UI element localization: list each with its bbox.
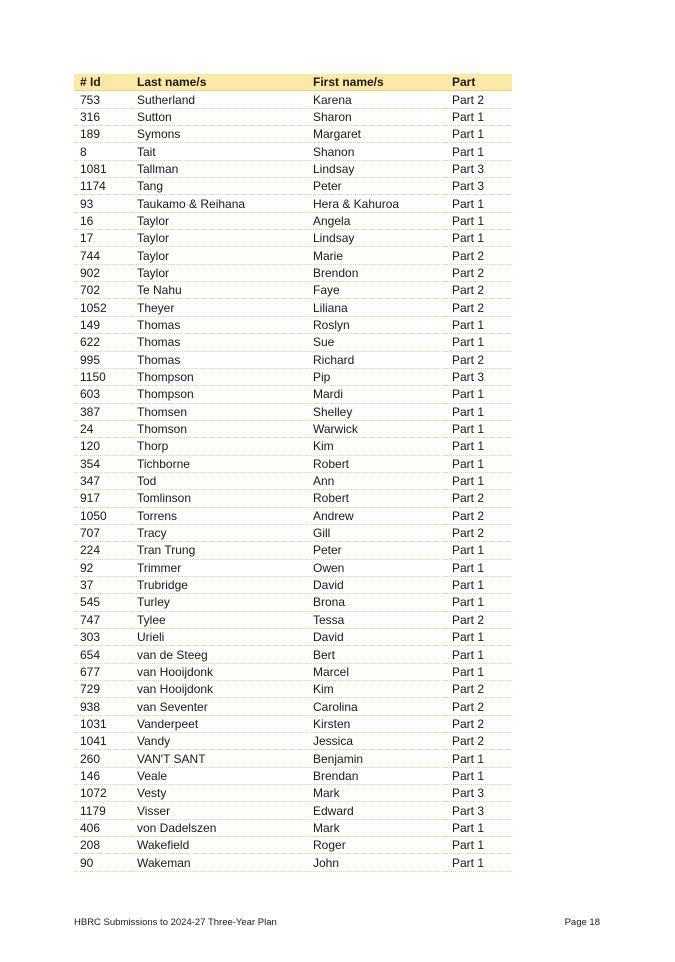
cell-first-name: Mardi — [307, 386, 446, 403]
cell-id: 120 — [74, 438, 131, 455]
table-row — [74, 178, 512, 195]
cell-first-name: Karena — [307, 91, 446, 108]
cell-part: Part 1 — [446, 126, 512, 143]
cell-part: Part 2 — [446, 282, 512, 299]
table-row — [74, 559, 512, 576]
cell-part: Part 3 — [446, 368, 512, 385]
cell-id: 224 — [74, 542, 131, 559]
cell-first-name: Roger — [307, 837, 446, 854]
cell-last-name: van Hooijdonk — [131, 681, 307, 698]
cell-id: 354 — [74, 455, 131, 472]
cell-id: 16 — [74, 212, 131, 229]
cell-last-name: van Seventer — [131, 698, 307, 715]
cell-last-name: Tod — [131, 472, 307, 489]
table-row — [74, 386, 512, 403]
cell-first-name: David — [307, 576, 446, 593]
cell-part: Part 1 — [446, 594, 512, 611]
cell-first-name: Margaret — [307, 126, 446, 143]
cell-first-name: Roslyn — [307, 316, 446, 333]
table-row — [74, 160, 512, 177]
table-row — [74, 91, 512, 108]
cell-first-name: Peter — [307, 542, 446, 559]
cell-first-name: Benjamin — [307, 750, 446, 767]
cell-part: Part 2 — [446, 490, 512, 507]
cell-part: Part 2 — [446, 698, 512, 715]
table-body — [74, 91, 512, 871]
table-header — [74, 74, 512, 91]
cell-part: Part 1 — [446, 386, 512, 403]
table-row — [74, 264, 512, 281]
cell-last-name: Wakeman — [131, 854, 307, 871]
cell-id: 995 — [74, 351, 131, 368]
cell-last-name: van Hooijdonk — [131, 663, 307, 680]
cell-last-name: Urieli — [131, 629, 307, 646]
table-row — [74, 420, 512, 437]
table-row — [74, 542, 512, 559]
cell-first-name: Marie — [307, 247, 446, 264]
cell-first-name: Angela — [307, 212, 446, 229]
cell-id: 702 — [74, 282, 131, 299]
cell-id: 1031 — [74, 715, 131, 732]
column-header-first-name: First name/s — [307, 74, 446, 91]
cell-id: 622 — [74, 334, 131, 351]
cell-part: Part 1 — [446, 195, 512, 212]
cell-id: 92 — [74, 559, 131, 576]
cell-first-name: Bert — [307, 646, 446, 663]
cell-id: 654 — [74, 646, 131, 663]
cell-part: Part 1 — [446, 576, 512, 593]
cell-first-name: Ann — [307, 472, 446, 489]
table-row — [74, 299, 512, 316]
cell-part: Part 3 — [446, 802, 512, 819]
cell-last-name: Theyer — [131, 299, 307, 316]
cell-last-name: von Dadelszen — [131, 819, 307, 836]
cell-part: Part 1 — [446, 230, 512, 247]
cell-first-name: Tessa — [307, 611, 446, 628]
cell-last-name: Taylor — [131, 247, 307, 264]
cell-part: Part 3 — [446, 178, 512, 195]
cell-first-name: Shanon — [307, 143, 446, 160]
cell-part: Part 3 — [446, 160, 512, 177]
cell-id: 1179 — [74, 802, 131, 819]
cell-part: Part 1 — [446, 403, 512, 420]
cell-first-name: Sharon — [307, 108, 446, 125]
table-row — [74, 785, 512, 802]
cell-id: 24 — [74, 420, 131, 437]
cell-part: Part 1 — [446, 143, 512, 160]
cell-id: 1041 — [74, 733, 131, 750]
cell-last-name: Tylee — [131, 611, 307, 628]
cell-last-name: Tran Trung — [131, 542, 307, 559]
cell-part: Part 1 — [446, 629, 512, 646]
cell-last-name: Trimmer — [131, 559, 307, 576]
cell-part: Part 1 — [446, 854, 512, 871]
cell-first-name: Pip — [307, 368, 446, 385]
table-row — [74, 282, 512, 299]
table-row — [74, 524, 512, 541]
cell-part: Part 2 — [446, 351, 512, 368]
cell-last-name: Te Nahu — [131, 282, 307, 299]
cell-last-name: Tallman — [131, 160, 307, 177]
footer-page-number: Page 18 — [564, 917, 600, 928]
cell-id: 1081 — [74, 160, 131, 177]
table-row — [74, 126, 512, 143]
cell-id: 90 — [74, 854, 131, 871]
cell-part: Part 1 — [446, 663, 512, 680]
cell-id: 189 — [74, 126, 131, 143]
cell-id: 902 — [74, 264, 131, 281]
table-row — [74, 576, 512, 593]
cell-first-name: Brendan — [307, 767, 446, 784]
cell-part: Part 1 — [446, 750, 512, 767]
cell-last-name: Symons — [131, 126, 307, 143]
cell-first-name: Richard — [307, 351, 446, 368]
cell-first-name: Liliana — [307, 299, 446, 316]
cell-last-name: Torrens — [131, 507, 307, 524]
cell-first-name: Robert — [307, 455, 446, 472]
cell-first-name: Lindsay — [307, 160, 446, 177]
cell-last-name: Taylor — [131, 264, 307, 281]
cell-last-name: Thomson — [131, 420, 307, 437]
table-row — [74, 368, 512, 385]
cell-id: 303 — [74, 629, 131, 646]
cell-id: 208 — [74, 837, 131, 854]
cell-part: Part 1 — [446, 472, 512, 489]
table-row — [74, 750, 512, 767]
cell-id: 17 — [74, 230, 131, 247]
cell-part: Part 1 — [446, 212, 512, 229]
cell-first-name: Shelley — [307, 403, 446, 420]
cell-part: Part 1 — [446, 420, 512, 437]
column-header-part: Part — [446, 74, 512, 91]
cell-first-name: Faye — [307, 282, 446, 299]
cell-part: Part 2 — [446, 681, 512, 698]
cell-id: 729 — [74, 681, 131, 698]
cell-part: Part 2 — [446, 733, 512, 750]
table-row — [74, 351, 512, 368]
cell-last-name: Thomsen — [131, 403, 307, 420]
cell-id: 938 — [74, 698, 131, 715]
cell-part: Part 1 — [446, 316, 512, 333]
cell-last-name: Taukamo & Reihana — [131, 195, 307, 212]
table-row — [74, 490, 512, 507]
table-row — [74, 819, 512, 836]
cell-part: Part 1 — [446, 108, 512, 125]
cell-last-name: Thomas — [131, 316, 307, 333]
cell-last-name: Sutton — [131, 108, 307, 125]
cell-first-name: Sue — [307, 334, 446, 351]
cell-part: Part 2 — [446, 247, 512, 264]
cell-id: 1174 — [74, 178, 131, 195]
cell-last-name: VAN'T SANT — [131, 750, 307, 767]
cell-part: Part 1 — [446, 646, 512, 663]
table-row — [74, 733, 512, 750]
table-row — [74, 143, 512, 160]
table-row — [74, 212, 512, 229]
cell-last-name: Taylor — [131, 230, 307, 247]
cell-last-name: Wakefield — [131, 837, 307, 854]
table-row — [74, 195, 512, 212]
table-row — [74, 247, 512, 264]
cell-first-name: Owen — [307, 559, 446, 576]
cell-first-name: John — [307, 854, 446, 871]
cell-id: 149 — [74, 316, 131, 333]
cell-first-name: Gill — [307, 524, 446, 541]
table-row — [74, 698, 512, 715]
table-row — [74, 802, 512, 819]
cell-first-name: Hera & Kahuroa — [307, 195, 446, 212]
cell-part: Part 2 — [446, 299, 512, 316]
cell-last-name: Veale — [131, 767, 307, 784]
table-row — [74, 403, 512, 420]
cell-last-name: Vandy — [131, 733, 307, 750]
cell-first-name: Kim — [307, 438, 446, 455]
table-row — [74, 681, 512, 698]
cell-last-name: Vesty — [131, 785, 307, 802]
cell-first-name: Brona — [307, 594, 446, 611]
cell-last-name: Thorp — [131, 438, 307, 455]
cell-last-name: Sutherland — [131, 91, 307, 108]
table-row — [74, 108, 512, 125]
cell-last-name: Thomas — [131, 351, 307, 368]
cell-last-name: Visser — [131, 802, 307, 819]
cell-first-name: Mark — [307, 785, 446, 802]
cell-id: 260 — [74, 750, 131, 767]
cell-part: Part 3 — [446, 785, 512, 802]
cell-part: Part 2 — [446, 264, 512, 281]
table-row — [74, 767, 512, 784]
cell-id: 744 — [74, 247, 131, 264]
cell-part: Part 2 — [446, 524, 512, 541]
cell-id: 1052 — [74, 299, 131, 316]
cell-id: 707 — [74, 524, 131, 541]
table-row — [74, 663, 512, 680]
cell-id: 8 — [74, 143, 131, 160]
cell-part: Part 1 — [446, 837, 512, 854]
cell-part: Part 1 — [446, 455, 512, 472]
table-row — [74, 837, 512, 854]
cell-part: Part 2 — [446, 91, 512, 108]
cell-id: 316 — [74, 108, 131, 125]
table-row — [74, 507, 512, 524]
cell-id: 387 — [74, 403, 131, 420]
cell-first-name: Lindsay — [307, 230, 446, 247]
cell-last-name: Tomlinson — [131, 490, 307, 507]
cell-part: Part 1 — [446, 819, 512, 836]
table-row — [74, 472, 512, 489]
column-header-last-name: Last name/s — [131, 74, 307, 91]
cell-first-name: Peter — [307, 178, 446, 195]
table-row — [74, 230, 512, 247]
cell-id: 677 — [74, 663, 131, 680]
cell-id: 1072 — [74, 785, 131, 802]
cell-part: Part 2 — [446, 715, 512, 732]
cell-part: Part 1 — [446, 559, 512, 576]
table-row — [74, 334, 512, 351]
cell-first-name: Edward — [307, 802, 446, 819]
cell-part: Part 2 — [446, 611, 512, 628]
cell-first-name: Kim — [307, 681, 446, 698]
cell-id: 146 — [74, 767, 131, 784]
cell-id: 603 — [74, 386, 131, 403]
table-header-row — [74, 74, 512, 91]
cell-id: 93 — [74, 195, 131, 212]
table-row — [74, 629, 512, 646]
cell-id: 747 — [74, 611, 131, 628]
cell-part: Part 2 — [446, 507, 512, 524]
cell-last-name: Tracy — [131, 524, 307, 541]
cell-first-name: David — [307, 629, 446, 646]
cell-last-name: van de Steeg — [131, 646, 307, 663]
cell-last-name: Taylor — [131, 212, 307, 229]
table-row — [74, 854, 512, 871]
column-header-id: # Id — [74, 74, 131, 91]
cell-last-name: Tang — [131, 178, 307, 195]
cell-first-name: Brendon — [307, 264, 446, 281]
table-row — [74, 438, 512, 455]
cell-last-name: Thompson — [131, 386, 307, 403]
cell-last-name: Thomas — [131, 334, 307, 351]
table-row — [74, 646, 512, 663]
cell-last-name: Vanderpeet — [131, 715, 307, 732]
cell-id: 1150 — [74, 368, 131, 385]
cell-last-name: Tichborne — [131, 455, 307, 472]
cell-first-name: Kirsten — [307, 715, 446, 732]
cell-part: Part 1 — [446, 438, 512, 455]
table-row — [74, 594, 512, 611]
cell-first-name: Carolina — [307, 698, 446, 715]
cell-id: 1050 — [74, 507, 131, 524]
cell-last-name: Trubridge — [131, 576, 307, 593]
cell-id: 37 — [74, 576, 131, 593]
cell-first-name: Mark — [307, 819, 446, 836]
cell-first-name: Robert — [307, 490, 446, 507]
table-row — [74, 455, 512, 472]
cell-first-name: Warwick — [307, 420, 446, 437]
cell-id: 753 — [74, 91, 131, 108]
table-row — [74, 715, 512, 732]
cell-id: 406 — [74, 819, 131, 836]
cell-part: Part 1 — [446, 542, 512, 559]
table-row — [74, 316, 512, 333]
cell-id: 917 — [74, 490, 131, 507]
cell-id: 347 — [74, 472, 131, 489]
cell-last-name: Turley — [131, 594, 307, 611]
cell-first-name: Andrew — [307, 507, 446, 524]
cell-id: 545 — [74, 594, 131, 611]
cell-last-name: Thompson — [131, 368, 307, 385]
submissions-table — [74, 74, 512, 872]
cell-part: Part 1 — [446, 767, 512, 784]
cell-first-name: Jessica — [307, 733, 446, 750]
cell-first-name: Marcel — [307, 663, 446, 680]
cell-part: Part 1 — [446, 334, 512, 351]
cell-last-name: Tait — [131, 143, 307, 160]
table-row — [74, 611, 512, 628]
footer-document-title: HBRC Submissions to 2024-27 Three-Year Plan — [74, 917, 277, 928]
